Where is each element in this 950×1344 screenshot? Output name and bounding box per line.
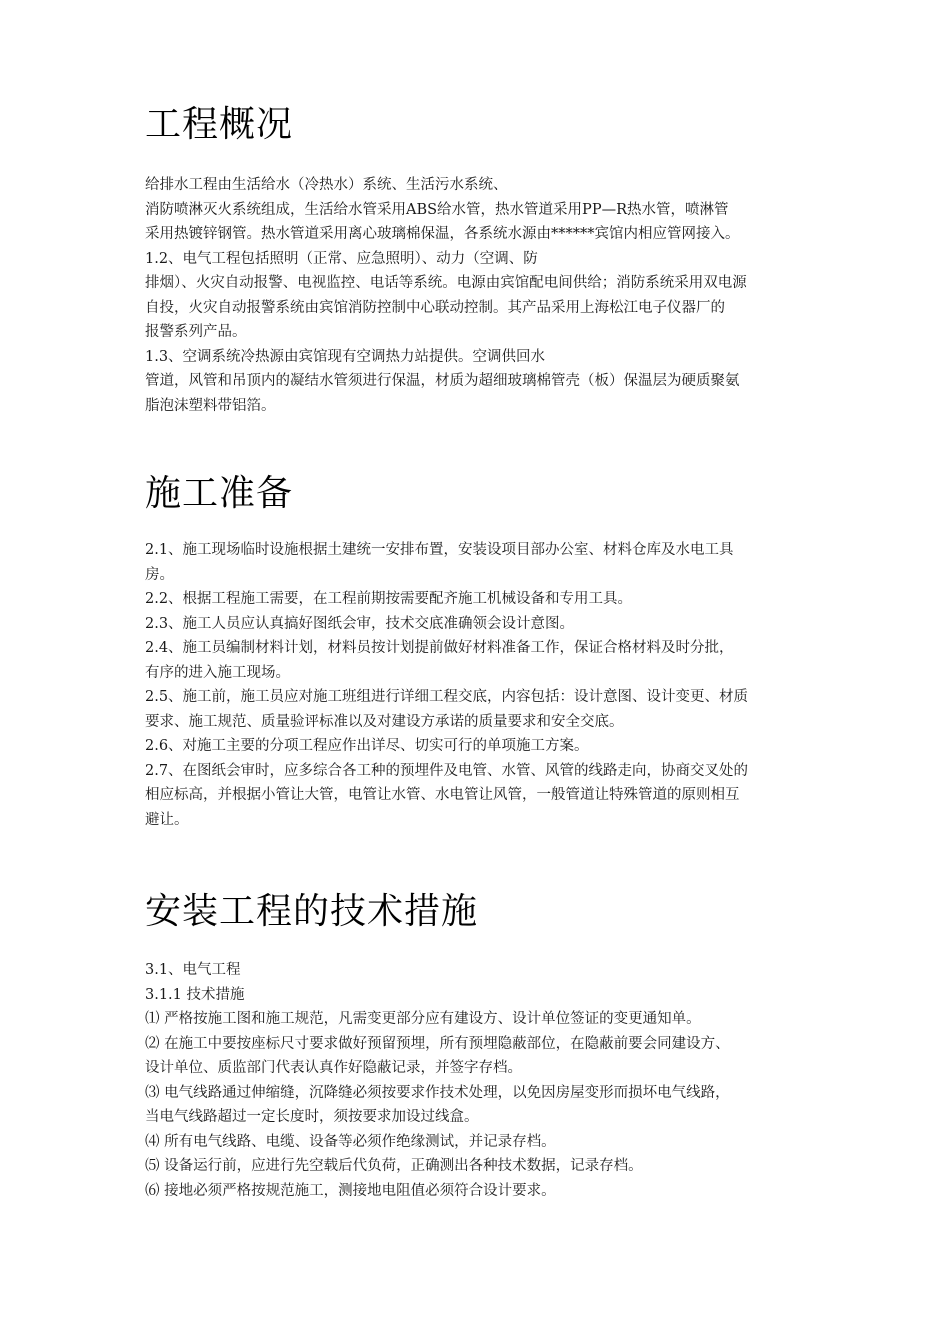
text-line: 3.1.1 技术措施 — [145, 986, 245, 1003]
overview-body — [145, 173, 817, 418]
text-line: 采用热镀锌钢管。热水管道采用离心玻璃棉保温，各系统水源由******宾馆内相应管网接入。 — [145, 226, 740, 242]
text-line: 有序的进入施工现场。 — [145, 664, 290, 681]
text-line: ⑸ 设备运行前，应进行先空载后代负荷，正确测出各种技术数据，记录存档。 — [145, 1158, 643, 1174]
section-technical-measures — [145, 890, 817, 1203]
text-line: 避让。 — [145, 811, 189, 828]
text-line: 2.4、施工员编制材料计划，材料员按计划提前做好材料准备工作，保证合格材料及时分批， — [145, 640, 734, 656]
text-line: 设计单位、质监部门代表认真作好隐蔽记录，并签字存档。 — [145, 1060, 522, 1076]
text-line: 给排水工程由生活给水（冷热水）系统、生活污水系统、 — [145, 177, 508, 193]
section-construction-preparation — [145, 472, 817, 832]
heading-project-overview: 工程概况 — [145, 104, 294, 145]
preparation-body — [145, 538, 817, 832]
text-line: 1.3、空调系统冷热源由宾馆现有空调热力站提供。空调供回水 — [145, 348, 546, 365]
heading-construction-preparation: 施工准备 — [145, 473, 294, 514]
text-line: 2.6、对施工主要的分项工程应作出详尽、切实可行的单项施工方案。 — [145, 738, 589, 754]
text-line: 1.2、电气工程包括照明（正常、应急照明）、动力（空调、防 — [145, 250, 538, 267]
text-line: 2.5、施工前，施工员应对施工班组进行详细工程交底，内容包括：设计意图、设计变更、材质 — [145, 689, 749, 705]
text-line: 2.7、在图纸会审时，应多综合各工种的预埋件及电管、水管、风管的线路走向，协商交叉处的 — [145, 762, 749, 779]
section-project-overview — [145, 103, 817, 418]
text-line: 消防喷淋灭火系统组成，生活给水管采用ABS给水管，热水管道采用PP—R热水管，喷淋管 — [145, 201, 729, 218]
text-line: 2.1、施工现场临时设施根据土建统一安排布置，安装设项目部办公室、材料仓库及水电工具 — [145, 542, 734, 558]
text-line: ⑹ 接地必须严格按规范施工，测接地电阻值必须符合设计要求。 — [145, 1182, 556, 1199]
text-line: 房。 — [145, 566, 174, 583]
text-line: 2.3、施工人员应认真搞好图纸会审，技术交底准确领会设计意图。 — [145, 615, 575, 632]
text-line: 相应标高，并根据小管让大管，电管让水管、水电管让风管，一般管道让特殊管道的原则相互 — [145, 787, 740, 803]
text-line: 2.2、根据工程施工需要，在工程前期按需要配齐施工机械设备和专用工具。 — [145, 591, 633, 607]
text-line: 要求、施工规范、质量验评标准以及对建设方承诺的质量要求和安全交底。 — [145, 713, 624, 730]
text-line: ⑶ 电气线路通过伸缩缝，沉降缝必须按要求作技术处理，以免因房屋变形而损坏电气线路， — [145, 1084, 730, 1101]
text-line: 报警系列产品。 — [145, 324, 247, 340]
text-line: 排烟）、火灾自动报警、电视监控、电话等系统。电源由宾馆配电间供给；消防系统采用双电源 — [145, 275, 747, 291]
text-line: 脂泡沫塑料带铝箔。 — [145, 397, 276, 414]
text-line: 自投，火灾自动报警系统由宾馆消防控制中心联动控制。其产品采用上海松江电子仪器厂的 — [145, 299, 725, 316]
heading-technical-measures: 安装工程的技术措施 — [145, 891, 479, 932]
measures-body — [145, 958, 817, 1203]
text-line: 3.1、电气工程 — [145, 962, 241, 978]
text-line: ⑴ 严格按施工图和施工规范，凡需变更部分应有建设方、设计单位签证的变更通知单。 — [145, 1011, 701, 1027]
text-line: 当电气线路超过一定长度时，须按要求加设过线盒。 — [145, 1109, 479, 1125]
text-line: 管道，风管和吊顶内的凝结水管须进行保温，材质为超细玻璃棉管壳（板）保温层为硬质聚氨 — [145, 373, 740, 389]
text-line: ⑷ 所有电气线路、电缆、设备等必须作绝缘测试，并记录存档。 — [145, 1133, 556, 1150]
text-line: ⑵ 在施工中要按座标尺寸要求做好预留预埋，所有预埋隐蔽部位，在隐蔽前要会同建设方、 — [145, 1035, 730, 1052]
